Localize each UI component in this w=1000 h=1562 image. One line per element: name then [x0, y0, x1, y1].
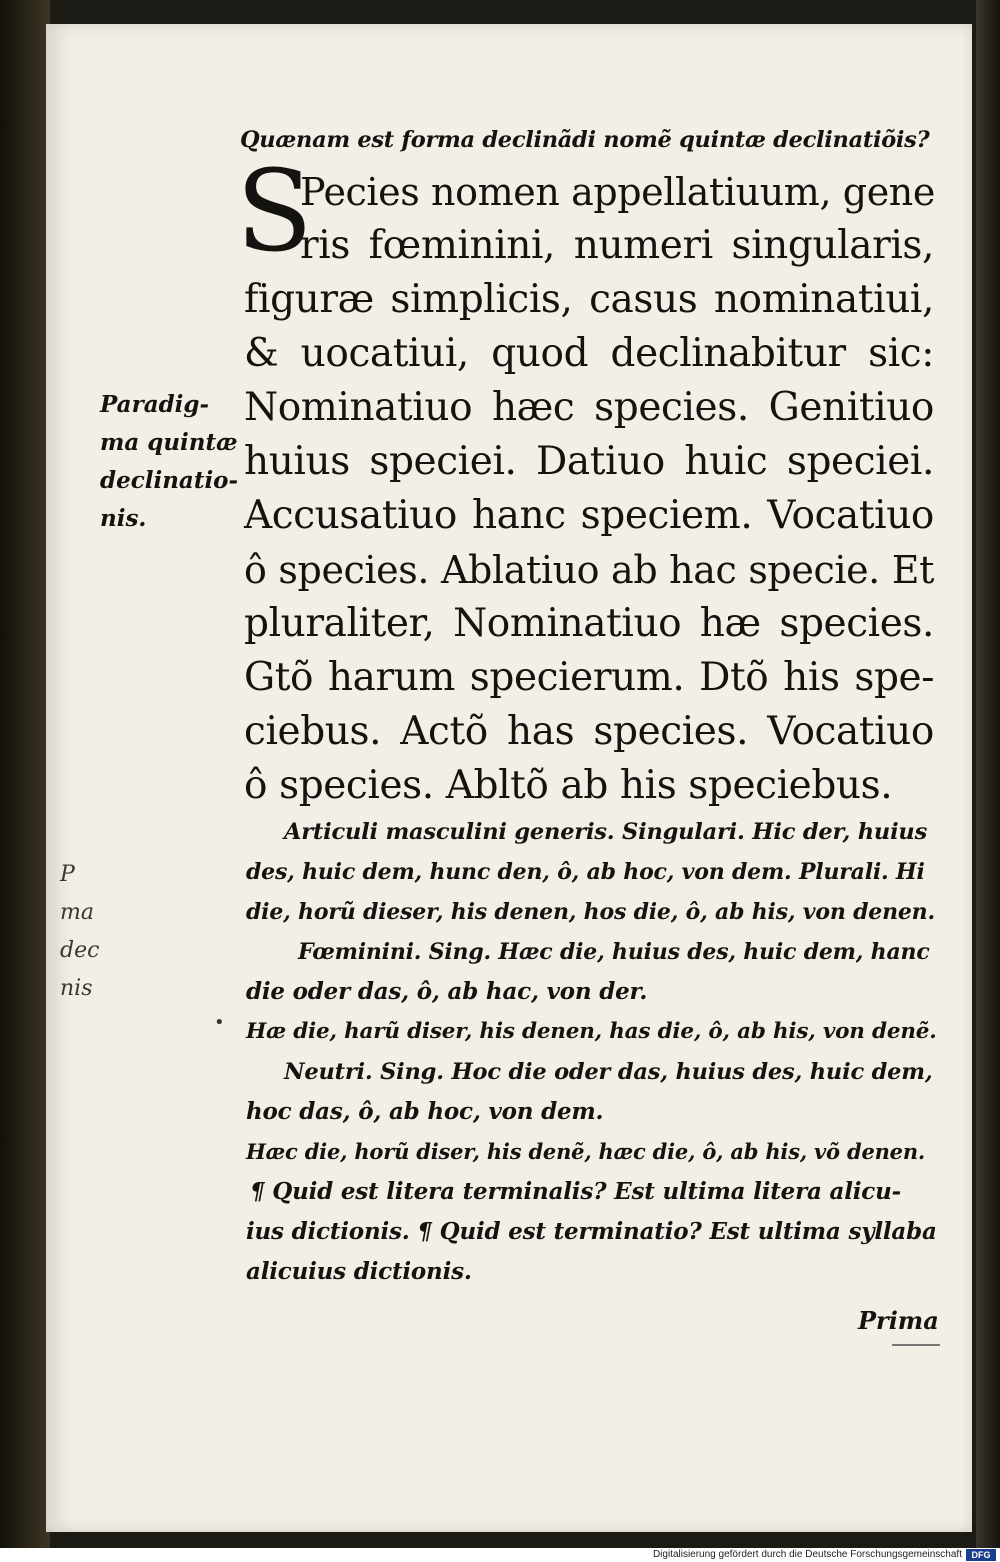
drop-cap: S [236, 147, 313, 277]
text-line: ô species. Ablatiuo ab hac specie. Et [244, 548, 934, 592]
small-text-line: die oder das, ô, ab hac, von der. [246, 978, 648, 1005]
small-text-line: die, horũ dieser, his denen, hos die, ô, ab his, von denen. [246, 899, 935, 925]
small-text-line: Neutri. Sing. Hoc die oder das, huius des, huic dem, [284, 1059, 933, 1085]
text-line: ciebus. Actõ has species. Vocatiuo [244, 709, 934, 754]
small-text-line: ius dictionis. ¶ Quid est terminatio? Est ultima syllaba [246, 1218, 937, 1245]
section-heading: Quænam est forma declinãdi nomẽ quintæ declinatiõis? [240, 127, 930, 153]
book-spine-left [0, 0, 50, 1548]
text-line: ris fœminini, numeri singularis, [300, 223, 934, 268]
catchword-rule [892, 1344, 940, 1346]
facing-page-bleed: P ma dec nis [60, 862, 100, 1001]
small-text-line: ¶ Quid est litera terminalis? Est ultima litera alicu- [250, 1178, 901, 1205]
text-line: ô species. Abltõ ab his speciebus. [244, 763, 893, 808]
digitization-footer [0, 1548, 1000, 1562]
catchword: Prima [858, 1306, 939, 1335]
small-text-line: Hæ die, harũ diser, his denen, has die, ô, ab his, von denẽ. [246, 1019, 937, 1044]
text-line: Accusatiuo hanc speciem. Vocatiuo [244, 493, 934, 538]
small-text-line: Articuli masculini generis. Singulari. Hic der, huius [284, 819, 928, 845]
ink-speck: • [214, 1012, 225, 1033]
small-text-line: alicuius dictionis. [246, 1258, 472, 1285]
margin-note [100, 386, 240, 538]
text-line: figuræ simplicis, casus nominatiui, [244, 277, 934, 322]
text-line: Pecies nomen appellatiuum, gene [300, 170, 935, 214]
small-text-line: Hæc die, horũ diser, his denẽ, hæc die, ô, ab his, võ denen. [246, 1139, 926, 1164]
margin-note-line: nis. [100, 505, 147, 532]
small-text-line: des, huic dem, hunc den, ô, ab hoc, von dem. Plurali. Hi [246, 859, 925, 885]
dfg-logo: DFG [966, 1549, 996, 1561]
small-text-line: Fœminini. Sing. Hæc die, huius des, huic dem, hanc [298, 939, 930, 965]
text-line: & uocatiui, quod declinabitur sic: [244, 331, 934, 376]
book-spine-right [976, 0, 1000, 1548]
text-line: Nominatiuo hæc species. Genitiuo [244, 385, 934, 430]
margin-note-line: ma quintæ [100, 429, 238, 456]
small-text-line: hoc das, ô, ab hoc, von dem. [246, 1098, 604, 1125]
text-line: huius speciei. Datiuo huic speciei. [244, 439, 934, 484]
margin-note-line: declinatio- [100, 467, 239, 494]
footer-credit: Digitalisierung gefördert durch die Deutsche Forschungsgemeinschaft [652, 1549, 962, 1560]
text-line: pluraliter, Nominatiuo hæ species. [244, 601, 934, 646]
text-line: Gtõ harum specierum. Dtõ his spe- [244, 655, 934, 700]
margin-note-line: Paradig- [100, 391, 210, 418]
